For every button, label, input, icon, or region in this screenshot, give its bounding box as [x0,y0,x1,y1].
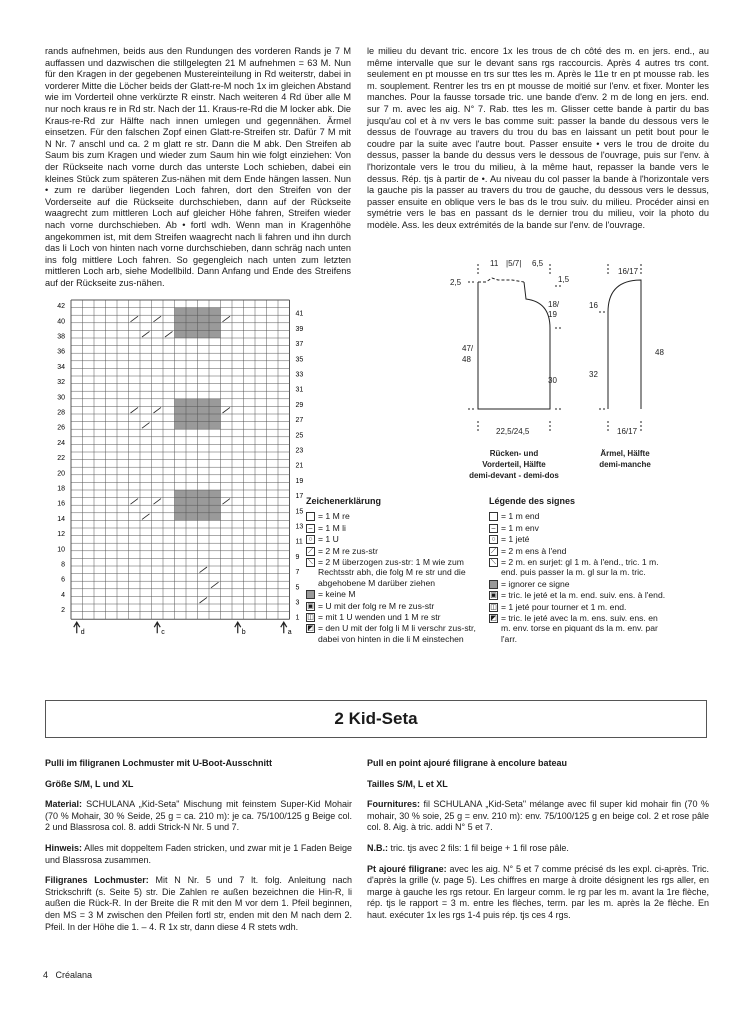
row-number-right: 23 [295,447,304,455]
row-number-left: 32 [57,379,65,387]
row-number-left: 8 [61,561,65,569]
row-number-right: 9 [295,553,300,561]
section-title-box [45,700,707,738]
legend-symbol-icon: ⟍ [489,558,498,567]
legend-text: = 1 U [318,534,339,545]
legend-symbol-icon: ◩ [490,615,497,623]
row-number-right: 1 [295,614,300,622]
row-number-left: 36 [57,348,65,356]
legend-symbol-icon: – [306,524,315,533]
fr-title: Pull en point ajouré filigrane à encolure bateau [367,758,568,768]
repeat-arrow-icon [235,622,241,633]
legend-de [306,496,478,645]
repeat-arrow-icon [154,622,160,633]
repeat-arrow-icon [74,622,80,633]
legend-text: = 2 M re zus-str [318,545,378,556]
de-size: Größe S/M, L und XL [45,778,134,789]
row-number-right: 27 [295,417,304,425]
row-number-left: 14 [57,515,65,523]
body-top-label-1: 11 [490,259,499,268]
arrow-label: b [241,629,246,637]
row-number-left: 30 [57,394,65,402]
row-number-left: 26 [57,424,65,432]
row-number-left: 24 [57,439,65,447]
row-number-left: 2 [61,607,65,615]
body-outline [478,282,550,409]
row-number-right: 5 [295,584,300,592]
row-number-left: 16 [57,500,65,508]
row-number-left: 28 [57,409,65,417]
row-number-left: 40 [57,318,65,326]
legend-symbol-icon: ⟋ [306,547,315,556]
row-number-right: 35 [295,356,304,364]
legend-symbol-icon: ▣ [307,602,314,610]
sleeve-outline [608,280,641,409]
legend-symbol-icon: ◫ [490,603,497,611]
arrow-label: a [287,629,292,637]
arrow-label: d [80,629,85,637]
legend-text: = den U mit der folg li M li verschr zus-str, dabei von hinten in die li M einstechen [318,623,476,644]
row-number-right: 37 [295,341,304,349]
legend-symbol-icon [489,512,498,521]
sleeve-left-low: 32 [589,370,598,379]
row-number-right: 7 [295,569,300,577]
legend-symbol-icon: ○ [489,535,498,544]
legend-item [306,601,478,611]
legend-symbol-icon: ⟍ [306,558,315,567]
legend-item [306,589,478,599]
section-title: 2 Kid-Seta [334,709,418,728]
row-number-right: 17 [295,493,304,501]
fr-pattern: Pt ajouré filigrane: avec les aig. N° 5 et 7 comme précisé ds les expl. ci-après. Tric. d'après la grille (v. page 5). Les chiffres en marge à droite désignent les rgs aller, en marge à gauche les rgs retour. En largeur comm. le rg par les m. avant la 1re flèche, rép. tjs le rapport = 3 m. entre les flèches, term. par les m. après la 2e flèche. En haut. exécuter 1x les rgs 1-4 puis rép. tjs ces 4 rgs. [367,863,709,920]
de-title: Pulli im filigranen Lochmuster mit U-Boot-Ausschnitt [45,758,273,768]
legend-item [306,534,478,544]
body-schematic [440,256,600,496]
row-number-right: 19 [295,477,304,485]
legend-item [306,511,478,521]
legend-text: = 1 m end [501,511,540,522]
row-number-right: 39 [295,325,304,333]
legend-symbol-icon [306,512,315,521]
stitch-symbol [131,499,139,505]
legend-item [306,557,478,588]
legend-text: = 2 M überzogen zus-str: 1 M wie zum Rechtsstr abh, die folg M re str und die abgehobene M darüber ziehen [318,557,466,588]
stitch-symbol [200,567,208,573]
legend-symbol-icon: – [489,524,498,533]
row-number-left: 34 [57,363,65,371]
legend-text: = 2 m. en surjet: gl 1 m. à l'end., tric. 1 m. end. puis passer la m. gl sur la m. tric. [501,557,659,578]
de-pattern: Filigranes Lochmuster: Mit N Nr. 5 und 7 lt. folg. Anleitung nach Strickschrift (s. Seite 5) str. Die Zahlen re außen bezeichnen die Hin-R, li außen die Rück-R. In der Breite die R mit den M vor dem 1. Pfeil beginnen, den MS = 3 M zwischen den Pfeilen fortl str, enden mit den M nach dem 2. Pfeil. In der Höhe die 1. – 4. R 1x str, dann diese 4 R stets wdh. [45,875,352,932]
stitch-symbol [142,423,150,429]
instructions-fr-top [367,46,709,232]
stitch-symbol [200,597,208,603]
pattern-de [45,758,352,942]
legend-symbol-icon: ○ [306,535,315,544]
body-left-top: 2,5 [450,278,462,287]
legend-symbol-icon: ◩ [307,625,314,633]
body-right-top: 1,5 [558,275,570,284]
row-number-left: 4 [61,591,65,599]
instructions-fr-text: le milieu du devant tric. encore 1x les trous de ch côté des m. en jers. end., au même intervalle que sur le devant sans rgs raccourcis. Après 4 autres trs cont. seulement en pt mousse en trs sur ttes les m. Après le 11e tr en pt mousse rab. les m. souplement. Rentrer les trs en pt mousse de moitié sur l'env. et fixer. Monter les manches. Pour la fausse torsade tric. une bande d'env. 2 m de long en jers. end. sur 7 m. avec les aig. N° 7. Rab. ttes les m. Glisser cette bande à partir du bas jusqu'au col et à nv vers le bas comme suit: passer la bande du dessous vers le dessus de l'ouvrage au travers du trou du bas en laissant un petit bout pour le coudre par la suite avec l'autre bout. Passer ensuite • vers le trou de droite du dessus, passer la bande du dessus vers le dessous de l'ouvrage, puis sur l'env. à l'horizontale vers le trou du milieu, à la même haut, repasser la bande vers le dessus. Rép. tjs à partir de •. Au niveau du col passer la bande à l'horizontale vers la gauche pis la passer au travers du trou de gauche, du dessous vers le dessus, passer ensuite en oblique vers le bas ds le trou suiv. du milieu. Procéder ainsi en symétrie vers le bas en passant ds le dernier trou du milieu, voir la photo du modèle. Ass. les deux extrémités de la bande sur l'env. de l'ouvrage. [367,46,709,230]
legend-item [489,613,669,644]
stitch-symbol [154,407,162,413]
row-number-right: 15 [295,508,304,516]
legend-symbol-icon: ⟋ [489,547,498,556]
row-number-right: 41 [295,310,304,318]
legend-de-title: Zeichenerklärung [306,496,382,506]
row-number-left: 20 [57,470,65,478]
de-material: Material: SCHULANA „Kid-Seta" Mischung mit feinstem Super-Kid Mohair (70 % Mohair, 30 % Seide, 25 g = ca. 210 m): je ca. 75/100/125 g Beige col. 2 und Blassrosa col. 8. addi Strick-N Nr. 5 und 7. [45,799,352,833]
body-top-label-2: |5/7| [506,259,522,268]
row-number-right: 25 [295,432,304,440]
row-number-left: 22 [57,455,65,463]
legend-text: = 2 m ens à l'end [501,545,567,556]
body-caption-3: demi-devant - demi-dos [469,471,559,480]
sleeve-schematic [585,256,705,476]
knitting-chart [42,297,302,647]
sleeve-top: 16/17 [618,267,639,276]
stitch-symbol [211,582,219,588]
stitch-symbol [154,499,162,505]
legend-item [489,602,669,612]
legend-text: = ignorer ce signe [501,578,570,589]
row-number-right: 21 [295,462,304,470]
legend-item [306,546,478,556]
row-number-right: 29 [295,401,304,409]
de-hint: Hinweis: Alles mit doppeltem Faden stricken, und zwar mit je 1 Faden Beige und Blassrosa zusammen. [45,842,352,865]
legend-item [306,523,478,533]
brand-name: Créalana [55,970,93,980]
legend-item [489,546,669,556]
body-top-label-3: 6,5 [532,259,544,268]
neckline [478,278,524,282]
sleeve-left-top: 16 [589,301,598,310]
legend-symbol-icon: ◫ [307,614,314,622]
body-caption-2: Vorderteil, Hälfte [482,460,546,469]
fr-hint: N.B.: tric. tjs avec 2 fils: 1 fil beige + 1 fil rose pâle. [367,842,569,853]
stitch-symbol [223,316,231,322]
body-bottom: 22,5/24,5 [496,427,530,436]
legend-text: = tric. le jeté avec la m. ens. suiv. ens. en m. env. torse en piquant ds la m. env. par l'arr. [501,613,658,644]
stitch-symbol [131,407,139,413]
legend-item [489,590,669,600]
row-number-right: 13 [295,523,304,531]
body-right-mid-2: 19 [548,310,557,319]
pattern-fr [367,758,709,931]
row-number-left: 38 [57,333,65,341]
legend-text: = 1 jeté [501,534,530,545]
repeat-arrow-icon [281,622,287,633]
legend-symbol-icon [489,580,498,589]
fr-material: Fournitures: fil SCHULANA „Kid-Seta" mélange avec fil super kid mohair fin (70 % mohair, 30 % soie, 25 g = env. 210 m): env. 75/100/125 g en beige col. 2 et rose pâle col. 8. Aig. à tric. addi N° 5 et 7. [367,799,709,833]
page-footer [43,970,92,980]
stitch-symbol [165,331,173,337]
sleeve-right: 48 [655,348,664,357]
legend-fr [489,496,669,645]
arrow-label: c [161,629,165,637]
row-number-left: 10 [57,546,65,554]
legend-item [306,612,478,622]
instructions-de-top [45,46,351,289]
sleeve-caption-1: Ärmel, Hälfte [600,449,650,458]
body-left-total-2: 48 [462,355,471,364]
body-right-mid-1: 18/ [548,300,560,309]
row-number-right: 11 [295,538,303,546]
legend-item [489,534,669,544]
sleeve-bottom: 16/17 [617,427,638,436]
legend-text: = mit 1 U wenden und 1 M re str [318,612,441,623]
row-number-left: 42 [57,303,65,311]
legend-text: = 1 M re [318,511,350,522]
stitch-symbol [223,407,231,413]
legend-text: = U mit der folg re M re zus-str [318,600,435,611]
row-number-right: 31 [295,386,304,394]
page-number: 4 [43,970,49,980]
fr-size: Tailles S/M, L et XL [367,778,448,789]
row-number-left: 6 [61,576,65,584]
body-caption-1: Rücken- und [489,449,539,458]
stitch-symbol [223,499,231,505]
legend-text: = tric. le jeté et la m. end. suiv. ens. à l'end. [501,590,666,601]
legend-symbol-icon: ▣ [490,592,497,600]
stitch-symbol [131,316,139,322]
row-number-right: 3 [295,599,300,607]
legend-text: = 1 jeté pour tourner et 1 m. end. [501,601,627,612]
row-number-left: 18 [57,485,65,493]
stitch-symbol [142,331,150,337]
legend-text: = 1 M li [318,522,346,533]
legend-item [306,623,478,644]
stitch-symbol [142,514,150,520]
row-number-left: 12 [57,531,65,539]
legend-symbol-icon [306,590,315,599]
legend-item [489,523,669,533]
instructions-de-text: rands aufnehmen, beids aus den Rundungen des vorderen Rands je 7 M auffassen und dazwischen die stillgelegten 21 M aufnehmen = 63 M. Nun für den Kragen in der gegebenen Mustereinteilung in Rd weiterstr, dabei in vorderer Mitte die Löcher beids der Glatt-re-M noch 1x im gleichen Abstand wie im Vorderteil ohne verkürzte R einstr. Nach weiteren 4 Rd über alle M nur noch kraus re in Rd str. Nach der 11. Kraus-re-Rd die M locker abk. Die Kraus-re-Rd zur Hälfte nach innen umlegen und gegennähen. Ärmel einsetzen. Für den falschen Zopf einen Glatt-re-Streifen str. Dafür 7 M mit N Nr. 7 anschl und ca. 2 m glatt re str. Dann die M abk. Den Streifen ab Saum bis zum Kragen und wieder zum Saum hin wie folgt einziehen: Von der Rückseite nach vorne durch das unterste Loch schieben, dabei ein kleines Stück zum späteren Zus-nähen mit dem Ende hängen lassen. Nun • zum re darüber liegenden Loch fahren, dort den Streifen von der Vorderseite auf die Rückseite durchschieben, dann auf der Rückseite waagrecht zum mittleren Loch auf gleicher Höhe fahren, Streifen wieder nach vorne durchschieben. Ab • fortl wdh. Wenn man in Kragenhöhe angekommen ist, mit dem Streifen waagrecht nach li fahren und ihn durch das li Loch von hinten nach vorne durchschieben, dann schräg nach unten ins folg mittlere Loch fahren. So gegengleich nach unten zum letzten mittleren Loch arb, siehe Modellbild. Dann Anfang und Ende des Streifens auf der Rückseite zus-nähen. [45,46,351,288]
stitch-symbol [154,316,162,322]
legend-item [489,511,669,521]
legend-text: = 1 m env [501,522,539,533]
legend-item [489,557,669,578]
body-right-low: 30 [548,376,557,385]
legend-item [489,579,669,589]
body-left-total-1: 47/ [462,344,474,353]
legend-text: = keine M [318,589,356,600]
legend-fr-title: Légende des signes [489,496,576,506]
row-number-right: 33 [295,371,304,379]
sleeve-caption-2: demi-manche [599,460,651,469]
